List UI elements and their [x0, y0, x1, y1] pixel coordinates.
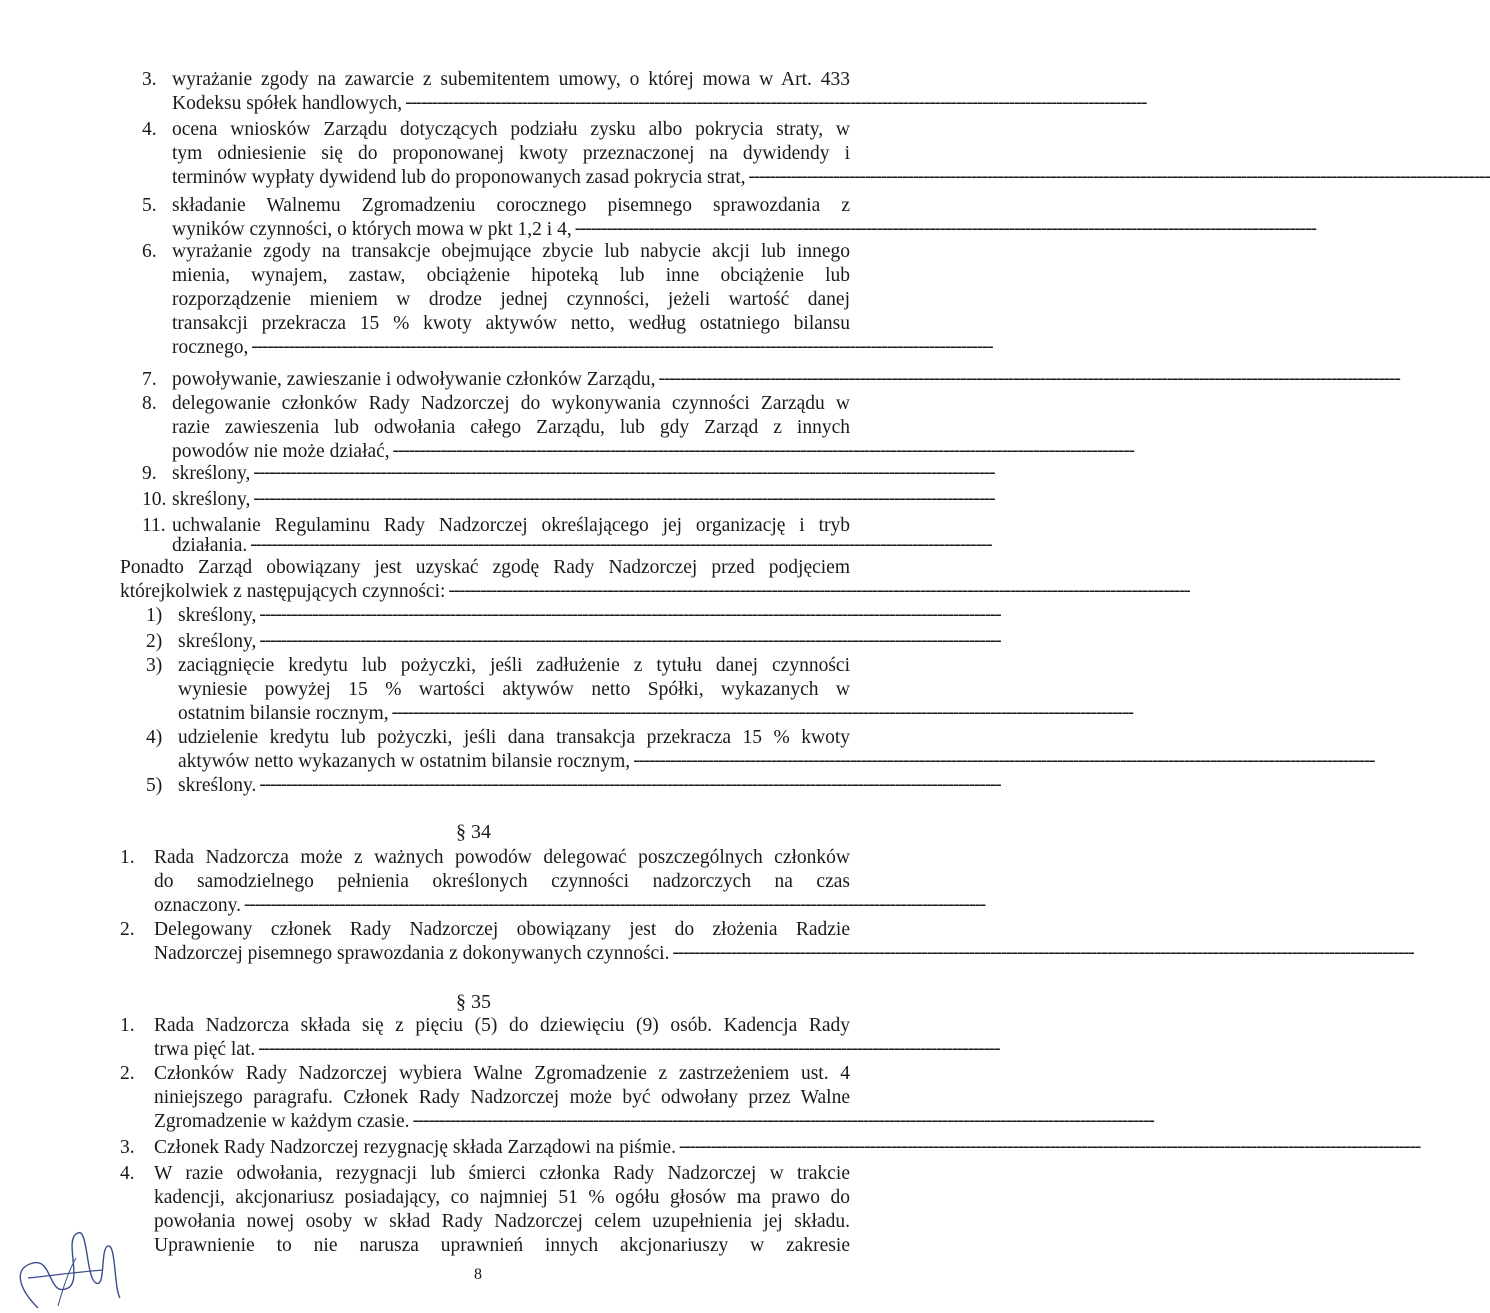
text-line: działania.	[172, 535, 248, 556]
list-number: 7.	[142, 369, 157, 390]
dash-filler: --------------------------------------------------------------------------------------------------------------------------------------------	[391, 702, 1133, 723]
text-line: skreślony,	[172, 489, 251, 510]
list-number: 1.	[120, 1015, 135, 1036]
text-line: do samodzielnego pełnienia określonych czynności nadzorczych na czas	[154, 871, 850, 892]
dash-filler: --------------------------------------------------------------------------------------------------------------------------------------------	[412, 1110, 1154, 1131]
dash-filler: --------------------------------------------------------------------------------------------------------------------------------------------	[250, 534, 992, 555]
text-line: Rada Nadzorcza składa się z pięciu (5) do dziewięciu (9) osób. Kadencja Rady	[154, 1015, 850, 1036]
list-number: 5)	[146, 775, 163, 796]
text-line: ocena wniosków Zarządu dotyczących podziału zysku albo pokrycia straty, w	[172, 119, 850, 140]
dash-filler: --------------------------------------------------------------------------------------------------------------------------------------------	[259, 604, 1001, 625]
section-heading: § 34	[456, 821, 491, 843]
list-number: 4)	[146, 727, 163, 748]
text-line: uchwalanie Regulaminu Rady Nadzorczej określającego jej organizację i tryb	[172, 515, 850, 536]
text-line: rozporządzenie mieniem w drodze jednej czynności, jeżeli wartość danej	[172, 289, 850, 310]
dash-filler: --------------------------------------------------------------------------------------------------------------------------------------------	[405, 92, 1147, 113]
text-line: skreślony,	[172, 463, 251, 484]
list-number: 1)	[146, 605, 163, 626]
text-line: wyrażanie zgody na transakcje obejmujące zbycie lub nabycie akcji lub innego	[172, 241, 850, 262]
dash-filler: --------------------------------------------------------------------------------------------------------------------------------------------	[574, 218, 1316, 239]
text-line: Zgromadzenie w każdym czasie.	[154, 1111, 410, 1132]
dash-filler: --------------------------------------------------------------------------------------------------------------------------------------------	[258, 1038, 1000, 1059]
dash-filler: --------------------------------------------------------------------------------------------------------------------------------------------	[259, 630, 1001, 651]
text-line: Rada Nadzorcza może z ważnych powodów delegować poszczególnych członków	[154, 847, 850, 868]
list-number: 6.	[142, 241, 157, 262]
dash-filler: --------------------------------------------------------------------------------------------------------------------------------------------	[259, 774, 1001, 795]
text-line: Ponadto Zarząd obowiązany jest uzyskać zgodę Rady Nadzorczej przed podjęciem	[120, 557, 850, 578]
text-line: rocznego,	[172, 337, 249, 358]
text-line: niniejszego paragrafu. Członek Rady Nadzorczej może być odwołany przez Walne	[154, 1087, 850, 1108]
page-number: 8	[474, 1266, 482, 1283]
section-heading: § 35	[456, 991, 491, 1013]
list-number: 8.	[142, 393, 157, 414]
dash-filler: --------------------------------------------------------------------------------------------------------------------------------------------	[658, 368, 1400, 389]
dash-filler: --------------------------------------------------------------------------------------------------------------------------------------------	[392, 440, 1134, 461]
dash-filler: --------------------------------------------------------------------------------------------------------------------------------------------	[243, 894, 986, 915]
text-line: wyniesie powyżej 15 % wartości aktywów netto Spółki, wykazanych w	[178, 679, 850, 700]
text-line: tym odniesienie się do proponowanej kwoty przeznaczonej na dywidendy i	[172, 143, 850, 164]
list-number: 1.	[120, 847, 135, 868]
list-number: 4.	[120, 1163, 135, 1184]
dash-filler: --------------------------------------------------------------------------------------------------------------------------------------------	[633, 750, 1375, 771]
text-line: skreślony,	[178, 631, 257, 652]
text-line: którejkolwiek z następujących czynności:	[120, 581, 446, 602]
text-line: Członków Rady Nadzorczej wybiera Walne Zgromadzenie z zastrzeżeniem ust. 4	[154, 1063, 850, 1084]
text-line: zaciągnięcie kredytu lub pożyczki, jeśli zadłużenie z tytułu danej czynności	[178, 655, 850, 676]
text-line: skreślony,	[178, 605, 257, 626]
text-line: W razie odwołania, rezygnacji lub śmierci członka Rady Nadzorczej w trakcie	[154, 1163, 850, 1184]
list-number: 4.	[142, 119, 157, 140]
text-line: powoływanie, zawieszanie i odwoływanie członków Zarządu,	[172, 369, 656, 390]
text-line: wyników czynności, o których mowa w pkt 1,2 i 4,	[172, 219, 572, 240]
text-line: Uprawnienie to nie narusza uprawnień innych akcjonariuszy w zakresie	[154, 1235, 850, 1256]
text-line: Nadzorczej pisemnego sprawozdania z dokonywanych czynności.	[154, 943, 670, 964]
text-line: Kodeksu spółek handlowych,	[172, 93, 403, 114]
text-line: transakcji przekracza 15 % kwoty aktywów netto, według ostatniego bilansu	[172, 313, 850, 334]
text-line: terminów wypłaty dywidend lub do proponowanych zasad pokrycia strat,	[172, 167, 746, 188]
list-number: 3.	[120, 1137, 135, 1158]
text-line: udzielenie kredytu lub pożyczki, jeśli dana transakcja przekracza 15 % kwoty	[178, 727, 850, 748]
text-line: składanie Walnemu Zgromadzeniu corocznego pisemnego sprawozdania z	[172, 195, 850, 216]
dash-filler: --------------------------------------------------------------------------------------------------------------------------------------------	[251, 336, 993, 357]
list-number: 9.	[142, 463, 157, 484]
dash-filler: --------------------------------------------------------------------------------------------------------------------------------------------	[748, 166, 1490, 187]
text-line: delegowanie członków Rady Nadzorczej do wykonywania czynności Zarządu w	[172, 393, 850, 414]
text-line: mienia, wynajem, zastaw, obciążenie hipoteką lub inne obciążenie lub	[172, 265, 850, 286]
list-number: 3.	[142, 69, 157, 90]
dash-filler: --------------------------------------------------------------------------------------------------------------------------------------------	[253, 488, 995, 509]
list-number: 2)	[146, 631, 163, 652]
text-line: wyrażanie zgody na zawarcie z subemitentem umowy, o której mowa w Art. 433	[172, 69, 850, 90]
text-line: kadencji, akcjonariusz posiadający, co najmniej 51 % ogółu głosów ma prawo do	[154, 1187, 850, 1208]
list-number: 11.	[142, 515, 166, 536]
text-line: ostatnim bilansie rocznym,	[178, 703, 389, 724]
text-line: skreślony.	[178, 775, 257, 796]
dash-filler: --------------------------------------------------------------------------------------------------------------------------------------------	[253, 462, 995, 483]
list-number: 3)	[146, 655, 163, 676]
text-line: aktywów netto wykazanych w ostatnim bilansie rocznym,	[178, 751, 631, 772]
dash-filler: --------------------------------------------------------------------------------------------------------------------------------------------	[678, 1136, 1421, 1157]
list-number: 10.	[142, 489, 167, 510]
text-line: Delegowany członek Rady Nadzorczej obowiązany jest do złożenia Radzie	[154, 919, 850, 940]
text-line: powołania nowej osoby w skład Rady Nadzorczej celem uzupełnienia jej składu.	[154, 1211, 850, 1232]
text-line: powodów nie może działać,	[172, 441, 390, 462]
text-line: razie zawieszenia lub odwołania całego Zarządu, lub gdy Zarząd z innych	[172, 417, 850, 438]
list-number: 2.	[120, 1063, 135, 1084]
handwritten-signature	[8, 1218, 128, 1313]
text-line: Członek Rady Nadzorczej rezygnację składa Zarządowi na piśmie.	[154, 1137, 676, 1158]
list-number: 2.	[120, 919, 135, 940]
list-number: 5.	[142, 195, 157, 216]
dash-filler: --------------------------------------------------------------------------------------------------------------------------------------------	[448, 580, 1190, 601]
text-line: oznaczony.	[154, 895, 241, 916]
text-line: trwa pięć lat.	[154, 1039, 256, 1060]
dash-filler: --------------------------------------------------------------------------------------------------------------------------------------------	[672, 942, 1414, 963]
